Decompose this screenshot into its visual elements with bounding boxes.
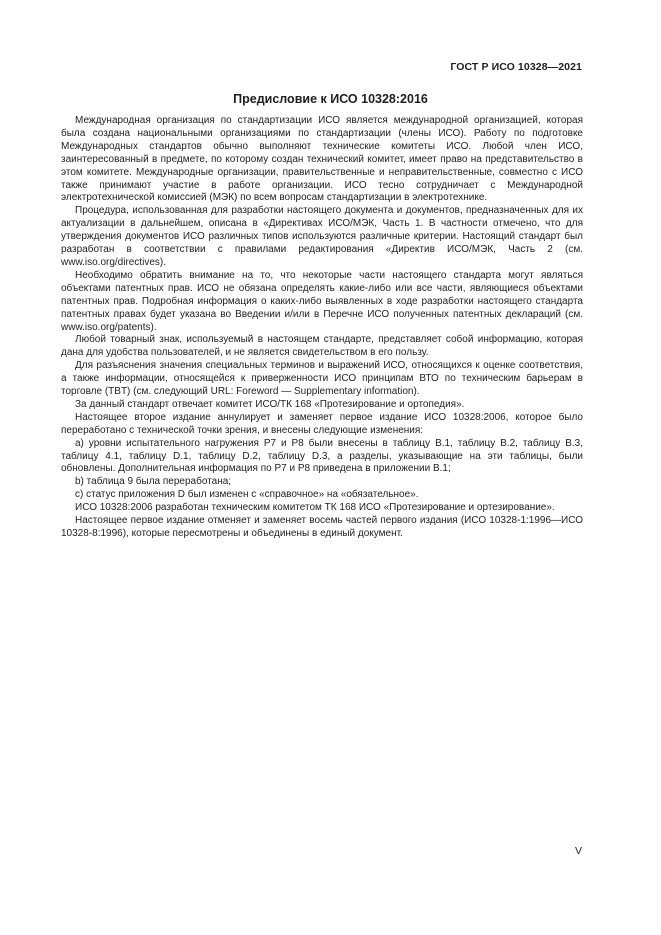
page-title: Предисловие к ИСО 10328:2016 <box>233 92 428 106</box>
list-item-a: a) уровни испытательного нагружения P7 и P8 были внесены в таблицу B.1, таблицу B.2, таблицу B.3, таблицу 4.1, таблицу D.1, таблицу D.2, таблицу D.3, а разделы, указывающие на эти таблицы, были обновлены. Дополнительная информация по P7 и P8 приведена в приложении B.1; <box>61 437 583 475</box>
paragraph-procedure: Процедура, использованная для разработки настоящего документа и документов, предназначенных для их актуализации в дальнейшем, описана в «Директивах ИСО/МЭК, Часть 1. В частности отмечено, что для утверждения документов ИСО различных типов используются различные критерии. Настоящий стандарт был разработан в соответствии с правилами редактирования «Директив ИСО/МЭК, Часть 2 (см. www.iso.org/directives). <box>61 205 583 268</box>
list-item-b: b) таблица 9 была переработана; <box>75 476 232 488</box>
document-header: ГОСТ Р ИСО 10328—2021 <box>450 61 582 73</box>
page-number: V <box>574 845 582 857</box>
paragraph-trademark: Любой товарный знак, используемый в настоящем стандарте, представляет собой информацию, которая дана для удобства пользователей, и не является свидетельством в его пользу. <box>61 334 583 359</box>
paragraph-first-edition: Настоящее первое издание отменяет и заменяет восемь частей первого издания (ИСО 10328-1:1996—ИСО 10328-8:1996), которые пересмотрены и объединены в единый документ. <box>61 515 583 539</box>
paragraph-terms: Для разъяснения значения специальных терминов и выражений ИСО, относящихся к оценке соответствия, а также информации, относящейся к приверженности ИСО принципам ВТО по техническим барьерам в торговле (TBT) (см. следующий URL: Foreword — Supplementary information). <box>61 360 583 398</box>
paragraph-iso-intro: Международная организация по стандартизации ИСО является международной организацией, которая была создана национальными организациями по стандартизации (члены ИСО). Работу по подготовке Международных стандартов обычно выполняют технические комитеты ИСО. Любой член ИСО, заинтересованный в предмете, по которому создан технический комитет, имеет право на представительство в этом комитете. Международные организации, правительственные и неправительственные, совместно с ИСО также принимают участие в работе организации. ИСО тесно сотрудничает с Международной электротехнической комиссией (МЭК) по всем вопросам стандартизации в электротехнике. <box>61 115 583 204</box>
paragraph-edition: Настоящее второе издание аннулирует и заменяет первое издание ИСО 10328:2006, которое было переработано с технической точки зрения, и внесены следующие изменения: <box>61 411 583 436</box>
list-item-c: c) статус приложения D был изменен с «справочное» на «обязательное». <box>75 489 419 501</box>
paragraph-patents: Необходимо обратить внимание на то, что некоторые части настоящего стандарта могут являться объектами патентных прав. ИСО не обязана определять какие-либо или все части, являющиеся объектами патентных прав. Подробная информация о каких-либо выявленных в ходе разработки настоящего стандарта патентных правах будет указана во Введении и/или в Перечне ИСО полученных патентных деклараций (см. www.iso.org/patents). <box>61 269 583 333</box>
paragraph-iso-2006: ИСО 10328:2006 разработан техническим комитетом ТК 168 ИСО «Протезирование и ортезирование». <box>75 502 555 514</box>
foreword-body <box>61 115 583 541</box>
paragraph-committee: За данный стандарт отвечает комитет ИСО/ТК 168 «Протезирование и ортопедия». <box>75 398 465 410</box>
